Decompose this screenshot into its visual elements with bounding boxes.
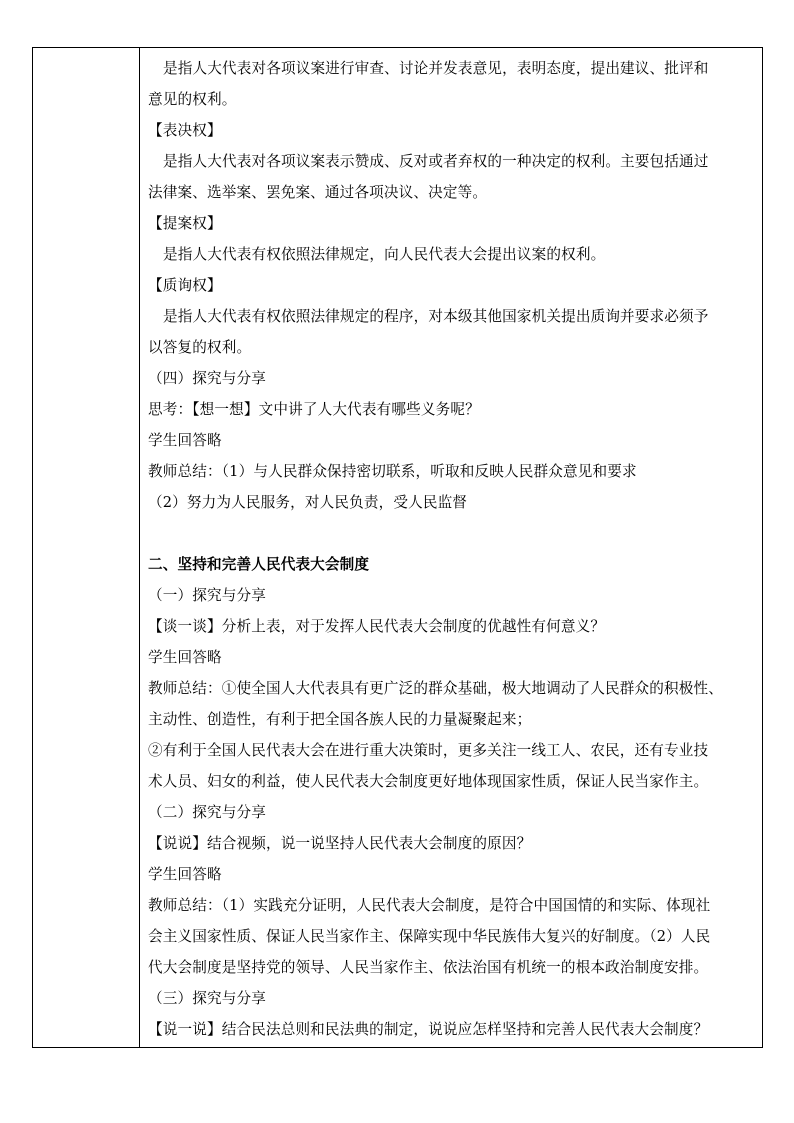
paragraph-line: 是指人大代表有权依照法律规定，向人民代表大会提出议案的权利。 [163, 246, 606, 263]
paragraph-line: 【说一说】结合民法总则和民法典的制定，说说应怎样坚持和完善人民代表大会制度？ [148, 1021, 709, 1038]
section-label: 【质询权】 [148, 277, 222, 294]
subsection-heading: （一）探究与分享 [148, 587, 266, 604]
paragraph-line: 是指人大代表有权依照法律规定的程序，对本级其他国家机关提出质询并要求必须予 [163, 308, 709, 325]
blank-line [148, 518, 754, 549]
paragraph-line: 教师总结：（1）与人民群众保持密切联系，听取和反映人民群众意见和要求 [148, 463, 637, 480]
paragraph-line: 是指人大代表对各项议案表示赞成、反对或者弃权的一种决定的权利。主要包括通过 [163, 153, 709, 170]
paragraph-line: 思考：【想一想】文中讲了人大代表有哪些义务呢？ [148, 401, 480, 418]
section-heading: 二、坚持和完善人民代表大会制度 [148, 556, 370, 573]
left-column-cell [33, 48, 140, 1047]
paragraph-line: 教师总结：（1）实践充分证明，人民代表大会制度，是符合中国国情的和实际、体现社 [148, 897, 711, 914]
paragraph-line: 主动性、创造性，有利于把全国各族人民的力量凝聚起来； [148, 711, 532, 728]
paragraph-line: 是指人大代表对各项议案进行审查、讨论并发表意见，表明态度，提出建议、批评和 [163, 60, 709, 77]
paragraph-line: 学生回答略 [148, 649, 222, 666]
subsection-heading: （四）探究与分享 [148, 370, 266, 387]
content-cell [141, 48, 762, 1047]
paragraph-line: 法律案、选举案、罢免案、通过各项决议、决定等。 [148, 184, 488, 201]
section-label: 【表决权】 [148, 122, 222, 139]
paragraph-line: 会主义国家性质、保证人民当家作主、保障实现中华民族伟大复兴的好制度。（2）人民 [148, 928, 711, 945]
paragraph-line: 【说说】结合视频，说一说坚持人民代表大会制度的原因？ [148, 835, 532, 852]
paragraph-line: 代大会制度是坚持党的领导、人民当家作主、依法治国有机统一的根本政治制度安排。 [148, 959, 709, 976]
paragraph-line: 术人员、妇女的利益，使人民代表大会制度更好地体现国家性质，保证人民当家作主。 [148, 773, 709, 790]
paragraph-line: 意见的权利。 [148, 91, 237, 108]
section-label: 【提案权】 [148, 215, 222, 232]
subsection-heading: （二）探究与分享 [148, 804, 266, 821]
paragraph-line: 学生回答略 [148, 866, 222, 883]
paragraph-line: 学生回答略 [148, 432, 222, 449]
paragraph-line: ②有利于全国人民代表大会在进行重大决策时，更多关注一线工人、农民，还有专业技 [148, 742, 709, 759]
paragraph-line: 以答复的权利。 [148, 339, 252, 356]
paragraph-line: 教师总结：①使全国人大代表具有更广泛的群众基础，极大地调动了人民群众的积极性、 [148, 680, 724, 697]
paragraph-line: 【谈一谈】分析上表，对于发挥人民代表大会制度的优越性有何意义？ [148, 618, 606, 635]
subsection-heading: （三）探究与分享 [148, 990, 266, 1007]
lesson-table [32, 47, 763, 1048]
paragraph-line: （2）努力为人民服务，对人民负责，受人民监督 [148, 494, 468, 511]
